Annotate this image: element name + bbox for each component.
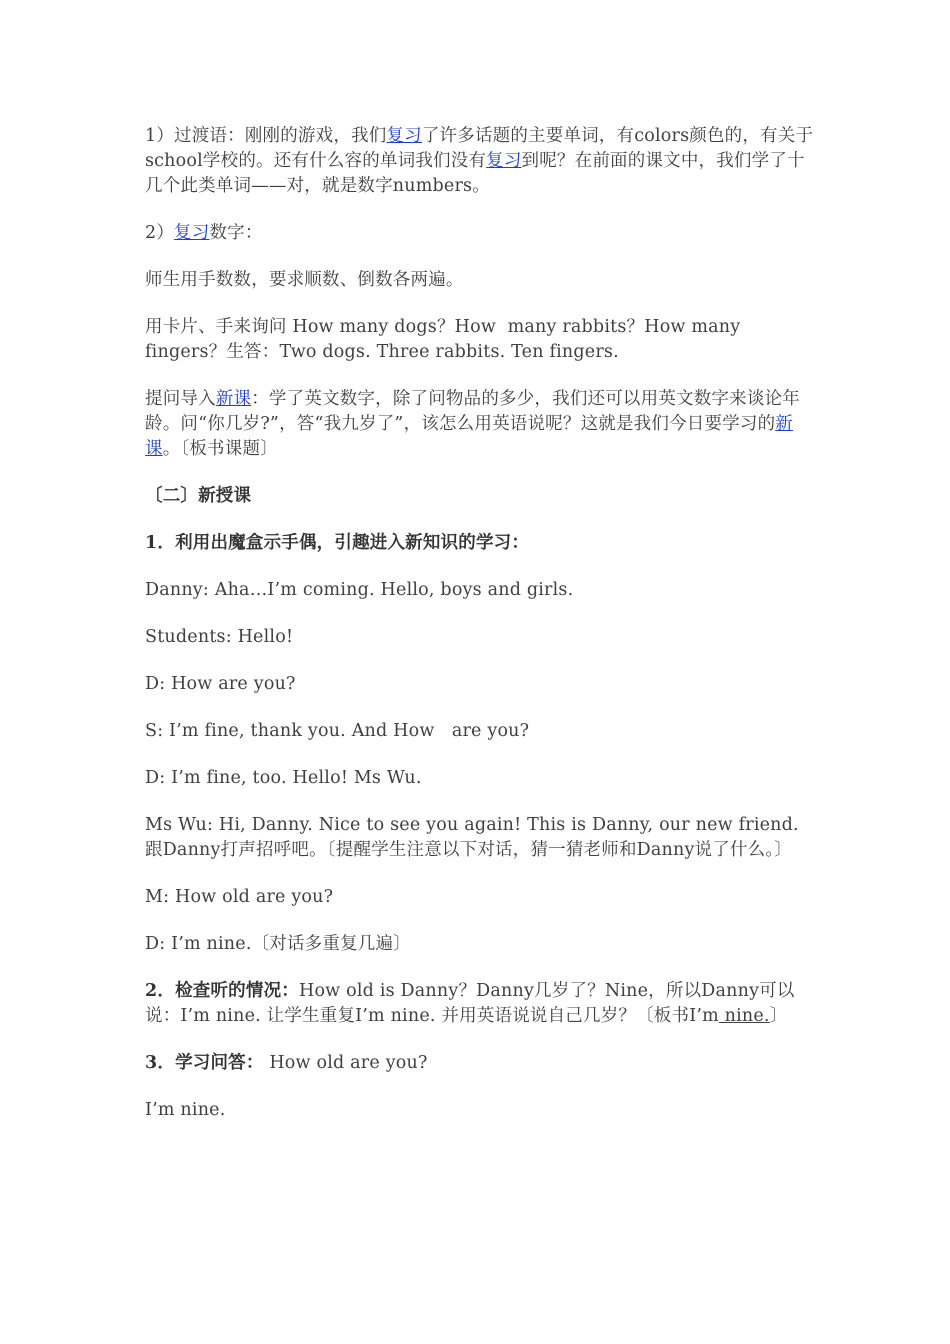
section-heading: 〔二〕新授课 <box>145 486 252 506</box>
paragraph-lead-in <box>145 387 815 462</box>
dialogue-line: D: I’m fine, too. Hello! Ms Wu. <box>145 768 422 788</box>
text: 数字： <box>209 223 263 243</box>
dialogue-line: D: How are you? <box>145 674 296 694</box>
paragraph-learn-qa <box>145 1051 815 1076</box>
link-review[interactable]: 复习 <box>174 223 210 243</box>
paragraph-cards: 用卡片、手来询问 How many dogs？How many rabbits？How many fingers？生答：Two dogs. Three rabbits. Ten fingers. <box>145 317 747 362</box>
dialogue-line: Students: Hello! <box>145 627 294 647</box>
step-heading: 2．检查听的情况： <box>145 981 299 1001</box>
link-new-lesson[interactable]: 新课 <box>145 414 793 459</box>
text: 到呢？在前面的课文中，我们学了十几个此类单词——对，就是数字numbers。 <box>145 151 805 196</box>
paragraph-counting: 师生用手数数，要求顺数、倒数各两遍。 <box>145 270 464 290</box>
paragraph-check-listening <box>145 979 815 1029</box>
link-new-lesson[interactable]: 新课 <box>215 389 252 409</box>
underlined-text: nine. <box>718 1006 770 1026</box>
dialogue-line: S: I’m fine, thank you. And How are you? <box>145 721 530 741</box>
text: 。〔板书课题〕 <box>162 439 278 459</box>
paragraph-transition <box>145 124 815 199</box>
dialogue-line: Danny: Aha…I’m coming. Hello, boys and girls. <box>145 580 574 600</box>
step-heading: 3．学习问答： <box>145 1053 264 1073</box>
link-review[interactable]: 复习 <box>486 151 522 171</box>
text: How old is Danny？Danny几岁了？Nine，所以Danny可以说：I’m nine. 让学生重复I’m nine. 并用英语说说自己几岁？〔板书I’m <box>145 981 795 1026</box>
dialogue-line: Ms Wu: Hi, Danny. Nice to see you again! This is Danny, our new friend. 跟Danny打声招呼吧。〔提醒学生注意以下对话，猜一猜老师和Danny说了什么。〕 <box>145 815 805 860</box>
text: 2） <box>145 223 175 243</box>
text: How old are you? <box>263 1053 428 1073</box>
dialogue-line: D: I’m nine.〔对话多重复几遍〕 <box>145 934 411 954</box>
link-review[interactable]: 复习 <box>386 126 422 146</box>
text: 提问导入 <box>145 389 216 409</box>
dialogue-line: I’m nine. <box>145 1100 226 1120</box>
text: 〕 <box>769 1006 788 1026</box>
text: ：学了英文数字，除了问物品的多少，我们还可以用英文数字来谈论年龄。问“你几岁?”，答“我九岁了”，该怎么用英语说呢？这就是我们今日要学习的 <box>145 389 800 434</box>
text: 了许多话题的主要单词，有colors颜色的，有关于school学校的。还有什么容的单词我们没有 <box>145 126 814 171</box>
paragraph-review-numbers <box>145 221 815 246</box>
document-body <box>145 124 815 1145</box>
step-heading: 1．利用出魔盒示手偶，引趣进入新知识的学习： <box>145 533 530 553</box>
text: 1）过渡语：刚刚的游戏，我们 <box>145 126 387 146</box>
dialogue-line: M: How old are you? <box>145 887 334 907</box>
